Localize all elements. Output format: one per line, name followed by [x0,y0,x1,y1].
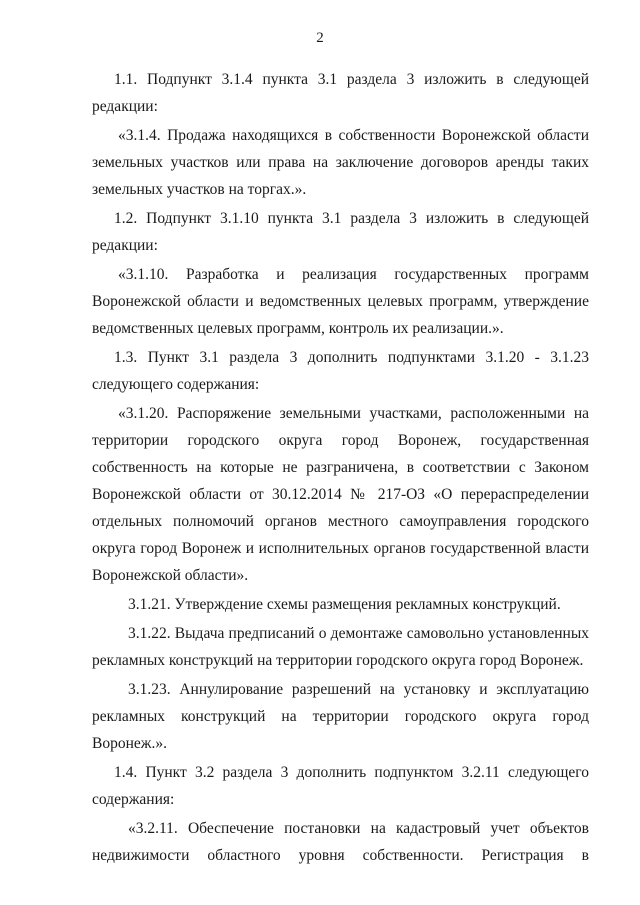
paragraph-1-1: 1.1. Подпункт 3.1.4 пункта 3.1 раздела 3 изложить в следующей редакции: [92,71,589,115]
paragraph-1-2: 1.2. Подпункт 3.1.10 пункта 3.1 раздела 3 изложить в следующей редакции: [92,210,589,254]
paragraph-3-1-21: 3.1.21. Утверждение схемы размещения рекламных конструкций. [128,596,561,613]
paragraph-1-3: 1.3. Пункт 3.1 раздела 3 дополнить подпунктами 3.1.20 - 3.1.23 следующего содержания: [92,349,589,393]
paragraph-3-1-20-quote: «3.1.20. Распоряжение земельными участками, расположенными на территории городского округа город Воронеж, государственная собственность на которые не разграничена, в соответствии с Законом Воронежской области от 30.12.2014 № 217-ОЗ «О перераспределении отдельных полномочий органов местного самоуправления городского округа город Воронеж и исполнительных органов государственной власти Воронежской области». [92,405,589,584]
paragraph-3-1-4-quote: «3.1.4. Продажа находящихся в собственности Воронежской области земельных участков или права на заключение договоров аренды таких земельных участков на торгах.». [92,127,589,198]
page-number: 2 [316,30,324,46]
paragraph-3-2-11-quote: «3.2.11. Обеспечение постановки на кадастровый учет объектов недвижимости областного уровня собственности. Регистрация в [92,820,589,864]
paragraph-3-1-23: 3.1.23. Аннулирование разрешений на установку и эксплуатацию рекламных конструкций на территории городского округа город Воронеж.». [92,681,589,752]
paragraph-3-1-22: 3.1.22. Выдача предписаний о демонтаже самовольно установленных рекламных конструкций на территории городского округа город Воронеж. [92,625,589,669]
paragraph-1-4: 1.4. Пункт 3.2 раздела 3 дополнить подпунктом 3.2.11 следующего содержания: [92,764,589,808]
paragraph-3-1-10-quote: «3.1.10. Разработка и реализация государственных программ Воронежской области и ведомственных целевых программ, утверждение ведомственных целевых программ, контроль их реализации.». [92,266,589,337]
document-body [92,66,589,869]
